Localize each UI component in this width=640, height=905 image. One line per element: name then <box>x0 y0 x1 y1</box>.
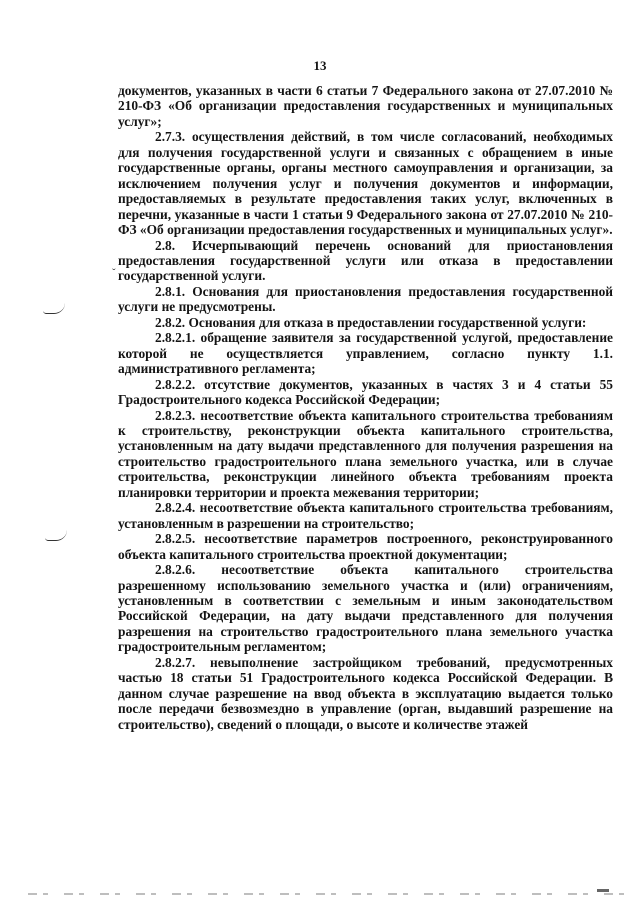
paragraph-2-8-2-3: 2.8.2.3. несоответствие объекта капитального строительства требованиям к строительству, реконструкции объекта капитального строительства, установленным на дату выдачи представленного для получения разрешения на строительство градостроительного плана земельного участка, или в случае строительства, реконструкции линейного объекта требованиям проекта планировки территории и проекта межевания территории; <box>118 407 613 500</box>
paragraph-2-8-2-2: 2.8.2.2. отсутствие документов, указанных в частях 3 и 4 статьи 55 Градостроительного кодекса Российской Федерации; <box>118 376 613 408</box>
paragraph-2-8-1: 2.8.1. Основания для приостановления предоставления государственной услуги не предусмотрены. <box>118 283 613 315</box>
paragraph-2-8: 2.8. Исчерпывающий перечень оснований для приостановления предоставления государственной услуги или отказа в предоставлении государственной услуги. <box>118 237 613 284</box>
margin-mark <box>43 303 65 314</box>
paragraph-continuation: документов, указанных в части 6 статьи 7 Федерального закона от 27.07.2010 № 210-ФЗ «Об организации предоставления государственных и муниципальных услуг»; <box>118 83 613 129</box>
paragraph-2-8-2-6: 2.8.2.6. несоответствие объекта капитального строительства разрешенному использованию земельного участка и (или) ограничениям, установленным в соответствии с земельным и иным законодательством Российской Федерации, на дату выдачи представленного для получения разрешения на строительство градостроительного плана земельного участка градостроительным регламентом; <box>118 562 613 655</box>
paragraph-2-8-2-4: 2.8.2.4. несоответствие объекта капитального строительства требованиям, установленным в разрешении на строительство; <box>118 500 613 531</box>
page-number: 13 <box>313 58 327 73</box>
scan-artifact-mark <box>597 889 609 892</box>
paragraph-2-8-2-1: 2.8.2.1. обращение заявителя за государственной услугой, предоставление которой не осуществляется управлением, согласно пункту 1.1. административного регламента; <box>118 330 613 377</box>
document-body <box>118 83 613 732</box>
paragraph-2-8-2-5: 2.8.2.5. несоответствие параметров построенного, реконструированного объекта капитального строительства проектной документации; <box>118 531 613 562</box>
margin-tick-mark: ˇ <box>112 267 116 279</box>
paragraph-2-7-3: 2.7.3. осуществления действий, в том числе согласований, необходимых для получения государственной услуги и связанных с обращением в иные государственные органы, органы местного самоуправления и организации, за исключением получения услуг и получения документов и информации, предоставляемых в результате предоставления таких услуг, включенных в перечни, указанные в части 1 статьи 9 Федерального закона от 27.07.2010 № 210-ФЗ «Об организации предоставления государственных и муниципальных услуг». <box>118 129 613 238</box>
margin-mark <box>45 530 67 541</box>
paragraph-2-8-2-7: 2.8.2.7. невыполнение застройщиком требований, предусмотренных частью 18 статьи 51 Градостроительного кодекса Российской Федерации. В данном случае разрешение на ввод объекта в эксплуатацию выдается только после передачи безвозмездно в управление (орган, выдавший разрешение на строительство), сведений о площади, о высоте и количестве этажей <box>118 654 613 732</box>
scan-artifact-dashes <box>28 893 628 895</box>
paragraph-2-8-2: 2.8.2. Основания для отказа в предоставлении государственной услуги: <box>155 314 587 330</box>
